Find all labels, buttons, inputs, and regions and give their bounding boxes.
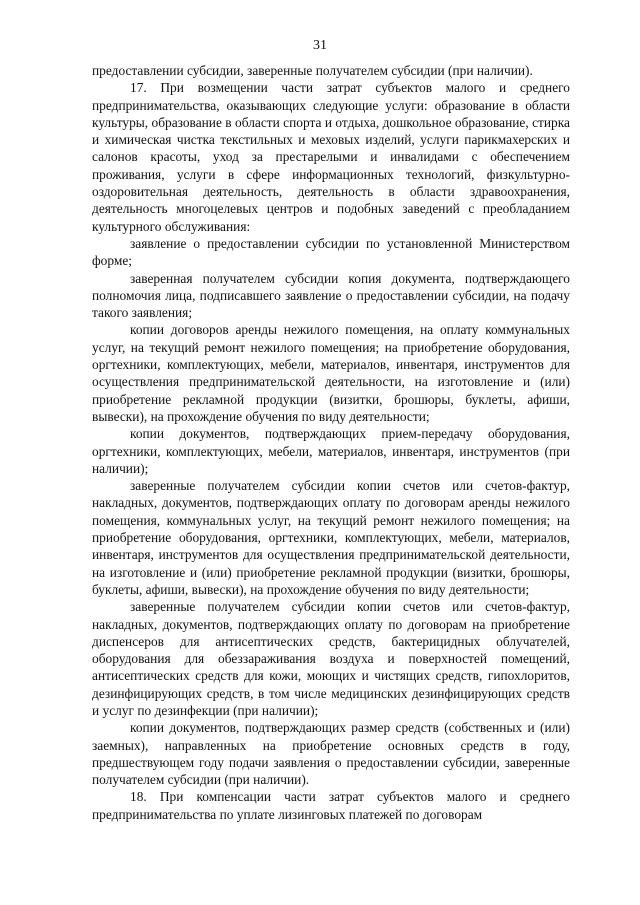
paragraph-transfer-documents: копии документов, подтверждающих прием-передачу оборудования, оргтехники, комплектующих, мебели, материалов, инвентаря, инструментов (при наличии);	[92, 426, 570, 476]
paragraph-contract-copies: копии договоров аренды нежилого помещения, на оплату коммунальных услуг, на текущий ремонт нежилого помещения; на приобретение оборудования, оргтехники, комплектующих, мебели, материалов, инвентаря, инструментов для осуществления предпринимательской деятельности, на изготовление и (или) приобретение рекламной продукции (визитки, брошюры, буклеты, афиши, вывески), на прохождение обучения по виду деятельности;	[92, 322, 570, 424]
paragraph-continuation: предоставлении субсидии, заверенные получателем субсидии (при наличии).	[92, 63, 533, 78]
paragraph-invoice-copies: заверенные получателем субсидии копии счетов или счетов-фактур, накладных, документов, подтверждающих оплату по договорам аренды нежилого помещения, коммунальных услуг, на текущий ремонт нежилого помещения; на приобретение оборудования, оргтехники, комплектующих, мебели, материалов, инвентаря, инструментов для осуществления предпринимательской деятельности, на изготовление и (или) приобретение рекламной продукции (визитки, брошюры, буклеты, афиши, вывески), на прохождение обучения по виду деятельности;	[92, 478, 570, 597]
paragraph-item-18: 18. При компенсации части затрат субъектов малого и среднего предпринимательства по уплате лизинговых платежей по договорам	[92, 789, 570, 822]
paragraph-disinfection-invoices: заверенные получателем субсидии копии счетов или счетов-фактур, накладных, документов, подтверждающих оплату по договорам на приобретение диспенсеров для антисептических средств, бактерицидных облучателей, оборудования для обеззараживания воздуха и поверхностей помещений, антисептических средств для кожи, моющих и чистящих средств, гипохлоритов, дезинфицирующих средств, в том числе медицинских дезинфицирующих средств и услуг по дезинфекции (при наличии);	[92, 599, 570, 718]
paragraph-application: заявление о предоставлении субсидии по установленной Министерством форме;	[92, 235, 570, 269]
paragraph-item-17: 17. При возмещении части затрат субъектов малого и среднего предпринимательства, оказывающих следующие услуги: образование в области культуры, образование в области спорта и отдыха, дошкольное образование, стирка и химическая чистка текстильных и меховых изделий, услуги парикмахерских и салонов красоты, уход за престарелыми и инвалидами с обеспечением проживания, услуги в сфере информационных технологий, физкультурно-оздоровительная деятельность, деятельность в области здравоохранения, деятельность многоцелевых центров и подобных заведений с преобладанием культурного обслуживания:	[92, 80, 570, 234]
document-body	[92, 62, 570, 823]
page-number: 31	[313, 38, 327, 53]
paragraph-funds-documents: копии документов, подтверждающих размер средств (собственных и (или) заемных), направленных на приобретение основных средств в году, предшествующем году подачи заявления о предоставлении субсидии, заверенные получателем субсидии (при наличии).	[92, 720, 570, 788]
paragraph-authority-copy: заверенная получателем субсидии копия документа, подтверждающего полномочия лица, подписавшего заявление о предоставлении субсидии, на подачу такого заявления;	[92, 270, 570, 321]
